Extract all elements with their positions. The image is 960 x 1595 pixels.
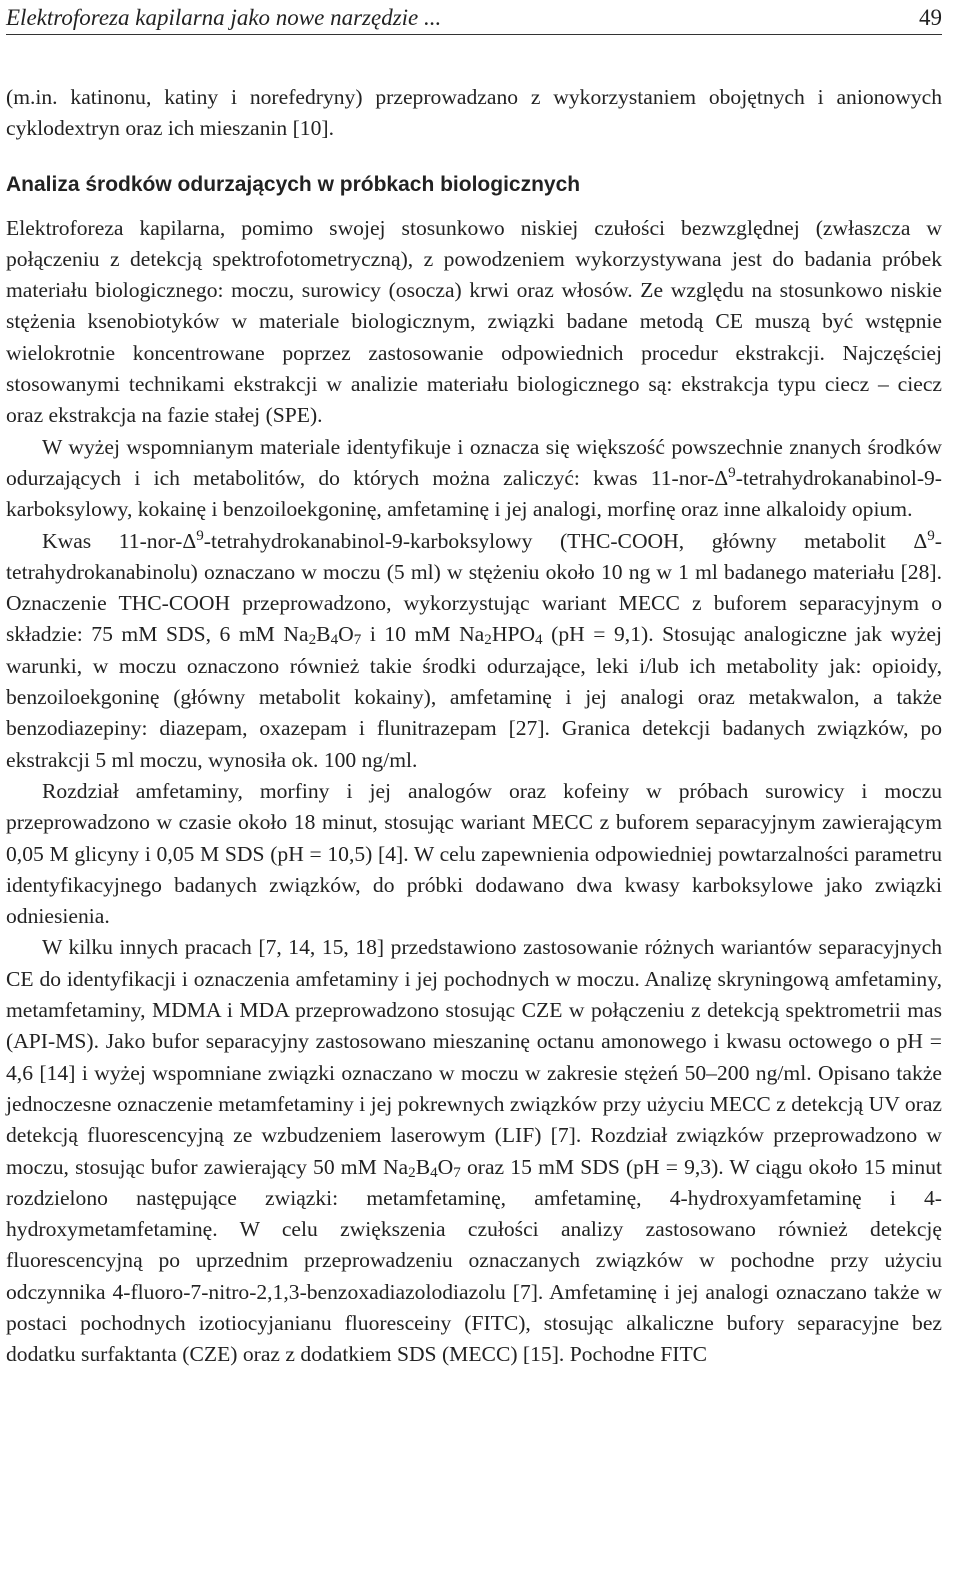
paragraph-3 — [6, 526, 942, 776]
p3-text-e: O — [338, 622, 354, 647]
p3-subscript-1: 2 — [308, 632, 317, 649]
p3-text-b: -tetrahydrokanabinol-9-karboksylowy (THC-COOH, główny metabolit Δ — [203, 528, 928, 553]
section-heading: Analiza środków odurzających w próbkach biologicznych — [6, 172, 581, 196]
p5-subscript-1: 2 — [408, 1164, 416, 1181]
p3-text-f: i 10 mM Na — [361, 622, 485, 647]
p3-text-d: B — [316, 622, 331, 647]
paragraph-5 — [6, 932, 942, 1370]
p2-text-b: -tetrahydrokanabinol-9-karboksylowy, kokainę i benzoiloekgoninę, amfetaminę i jej analogi, morfinę oraz inne alkaloidy opium. — [6, 465, 942, 522]
p3-superscript-1: 9 — [196, 527, 204, 544]
p3-text-a: Kwas 11-nor-Δ — [42, 528, 197, 553]
p3-text-g: HPO — [491, 622, 536, 647]
p2-superscript: 9 — [728, 464, 736, 481]
p3-subscript-3: 7 — [353, 632, 362, 649]
p3-text-c: -tetrahydrokanabinolu) oznaczano w moczu (5 ml) w stężeniu około 10 ng w 1 ml badanego materiału [28]. Oznaczenie THC-COOH przeprowadzono, wykorzystując wariant MECC z buforem separacyjnym o składzie: 75 mM SDS, 6 mM Na — [6, 528, 942, 647]
paragraph-1: Elektroforeza kapilarna, pomimo swojej stosunkowo niskiej czułości bezwzględnej (zwłaszcza w połączeniu z detekcją spektrofotometryczną), z powodzeniem wykorzystywana jest do badania próbek materiału biologicznego: moczu, surowicy (osocza) krwi oraz włosów. Ze względu na stosunkowo niskie stężenia ksenobiotyków w materiale biologicznym, związki badane metodą CE muszą być wstępnie wielokrotnie koncentrowane poprzez zastosowanie odpowiednich procedur ekstrakcji. Najczęściej stosowanymi technikami ekstrakcji w analizie materiału biologicznego są: ekstrakcja typu ciecz – ciecz oraz ekstrakcja na fazie stałej (SPE). — [6, 215, 942, 428]
p3-subscript-5: 4 — [535, 632, 543, 649]
p5-subscript-3: 7 — [453, 1164, 461, 1181]
intro-paragraph: (m.in. katinonu, katiny i norefedryny) przeprowadzano z wykorzystaniem obojętnych i anionowych cyklodextryn oraz ich mieszanin [10]. — [6, 85, 942, 141]
p3-superscript-2: 9 — [927, 527, 935, 544]
page-number: 49 — [919, 5, 942, 30]
p2-text-a: W wyżej wspomnianym materiale identyfikuje i oznacza się większość powszechnie znanych środków odurzających i ich metabolitów, do których można zaliczyć: kwas 11-nor-Δ — [6, 434, 942, 490]
running-header — [6, 4, 942, 35]
p5-text-b: B — [415, 1154, 431, 1179]
p3-subscript-2: 4 — [330, 632, 339, 649]
paragraph-2 — [6, 432, 942, 526]
p5-text-c: O — [437, 1154, 454, 1179]
p3-subscript-4: 2 — [484, 632, 492, 649]
paragraph-4: Rozdział amfetaminy, morfiny i jej analogów oraz kofeiny w próbach surowicy i moczu przeprowadzono w czasie około 18 minut, stosując wariant MECC z buforem separacyjnym zawierającym 0,05 M glicyny i 0,05 M SDS (pH = 10,5) [4]. W celu zapewnienia odpowiedniej powtarzalności parametru identyfikacyjnego badanych związków, do próbki dodawano dwa kwasy karboksylowe jako związki odniesienia. — [6, 778, 942, 929]
p5-subscript-2: 4 — [430, 1164, 438, 1181]
p3-text-h: (pH = 9,1). Stosując analogiczne jak wyżej warunki, w moczu oznaczono również takie środki odurzające, leki i/lub ich metabolity jak: opioidy, benzoiloekgoninę (główny metabolit kokainy), amfetaminę i jej analogi oraz metakwalon, a także benzodiazepiny: diazepam, oxazepam i flunitrazepam [27]. Granica detekcji badanych związków, po ekstrakcji 5 ml moczu, wynosiła ok. 100 ng/ml. — [6, 622, 942, 772]
running-title: Elektroforeza kapilarna jako nowe narzędzie ... — [6, 5, 442, 30]
body-text — [6, 82, 942, 1371]
p5-text-d: oraz 15 mM SDS (pH = 9,3). W ciągu około 15 minut rozdzielono następujące związki: metamfetaminę, amfetaminę, 4-hydroxyamfetaminę i 4-hydroxymetamfetaminę. W celu zwiększenia czułości analizy zastosowano również detekcję fluorescencyjną po uprzednim przeprowadzeniu oznaczanych związków w pochodne przy użyciu odczynnika 4-fluoro-7-nitro-2,1,3-benzoxadiazolodiazolu [7]. Amfetaminę i jej analogi oznaczano także w postaci pochodnych izotiocyjanianu fluoresceiny (FITC), stosując alkaliczne bufory separacyjne bez dodatku surfaktanta (CZE) oraz z dodatkiem SDS (MECC) [15]. Pochodne FITC — [6, 1154, 942, 1367]
p5-text-a: W kilku innych pracach [7, 14, 15, 18] przedstawiono zastosowanie różnych wariantów separacyjnych CE do identyfikacji i oznaczenia amfetaminy i jej pochodnych w moczu. Analizę skryningową amfetaminy, metamfetaminy, MDMA i MDA przeprowadzono stosując CZE w połączeniu z detekcją spektrometrii mas (API-MS). Jako bufor separacyjny zastosowano mieszaninę octanu amonowego i kwasu octowego o pH = 4,6 [14] i wyżej wspomniane związki oznaczano w moczu w zakresie stężeń 50–200 ng/ml. Opisano także jednoczesne oznaczenie metamfetaminy i jej pokrewnych związków przy użyciu MECC z detekcją UV oraz detekcją fluorescencyjną ze wzbudzeniem laserowym (LIF) [7]. Rozdział związków przeprowadzono w moczu, stosując bufor zawierający 50 mM Na — [6, 935, 942, 1179]
